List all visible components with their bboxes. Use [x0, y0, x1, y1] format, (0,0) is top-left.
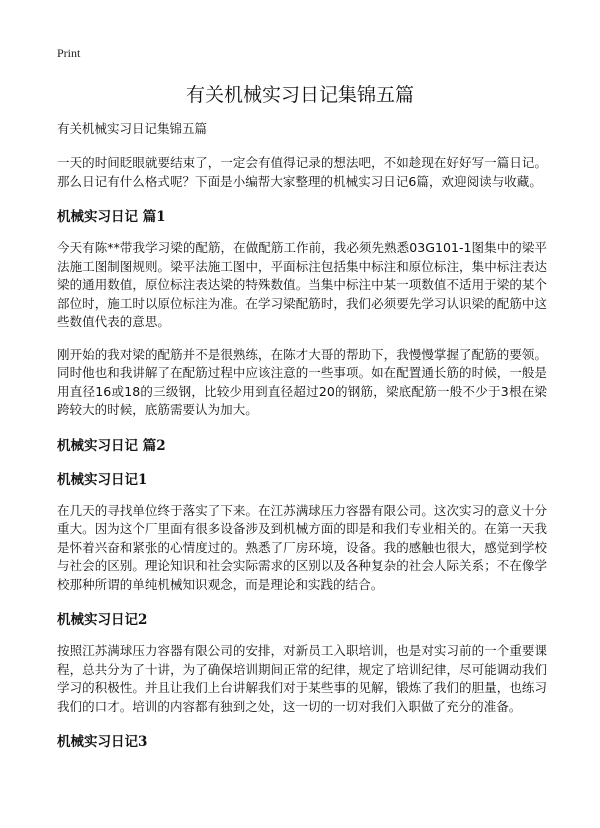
section-heading-2: 机械实习日记 篇2 [57, 437, 166, 454]
intro-paragraph: 一天的时间眨眼就要结束了，一定会有值得记录的想法吧，不如趁现在好好写一篇日记。那么日记有什么格式呢？下面是小编帮大家整理的机械实习日记6篇，欢迎阅读与收藏。 [57, 155, 547, 189]
paragraph-4: 按照江苏满球压力容器有限公司的安排，对新员工入职培训，也是对实习前的一个重要课程，总共分为了十讲，为了确保培训期间正常的纪律，规定了培训纪律，尽可能调动我们学习的积极性。并且让我们上台讲解我们对于某些事的见解，锻炼了我们的胆量，也练习我们的口才。培训的内容都有独到之处，这一切的一切对我们入职做了充分的准备。 [57, 643, 547, 714]
section-heading-3: 机械实习日记1 [57, 471, 148, 488]
section-heading-1: 机械实习日记 篇1 [57, 209, 166, 225]
document-body [57, 120, 547, 764]
document-subtitle: 有关机械实习日记集锦五篇 [57, 121, 208, 136]
paragraph-2: 刚开始的我对梁的配筋并不是很熟练，在陈才大哥的帮助下，我慢慢掌握了配筋的要领。同时他也和我讲解了在配筋过程中应该注意的一些事项。如在配置通长筋的时候，一般是用直径16或18的三级钢，比较少用到直径超过20的钢筋，梁底配筋一般不少于3根在梁跨较大的时候，底筋需要认为加大。 [57, 346, 547, 417]
print-link[interactable]: Print [57, 46, 81, 60]
paragraph-1: 今天有陈**带我学习梁的配筋，在做配筋工作前，我必须先熟悉03G101-1图集中的梁平法施工图制图规则。梁平法施工图中，平面标注包括集中标注和原位标注，集中标注表达梁的通用数值，原位标注表达梁的特殊数值。当集中标注中某一项数值不适用于梁的某个部位时，施工时以原位标注为准。在学习梁配筋时，我们必须要先学习认识梁的配筋中这些数值代表的意思。 [57, 240, 547, 329]
section-heading-4: 机械实习日记2 [57, 612, 148, 628]
section-heading-5: 机械实习日记3 [57, 734, 148, 750]
page-title: 有关机械实习日记集锦五篇 [185, 84, 414, 106]
paragraph-3: 在几天的寻找单位终于落实了下来。在江苏满球压力容器有限公司。这次实习的意义十分重大。因为这个厂里面有很多设备涉及到机械方面的即是和我们专业相关的。在第一天我是怀着兴奋和紧张的心情度过的。熟悉了厂房环境，设备。我的感触也很大，感觉到学校与社会的区别。理论知识和社会实际需求的区别以及各种复杂的社会人际关系；不在像学校那种所谓的单纯机械知识观念，而是理论和实践的结合。 [57, 502, 547, 592]
